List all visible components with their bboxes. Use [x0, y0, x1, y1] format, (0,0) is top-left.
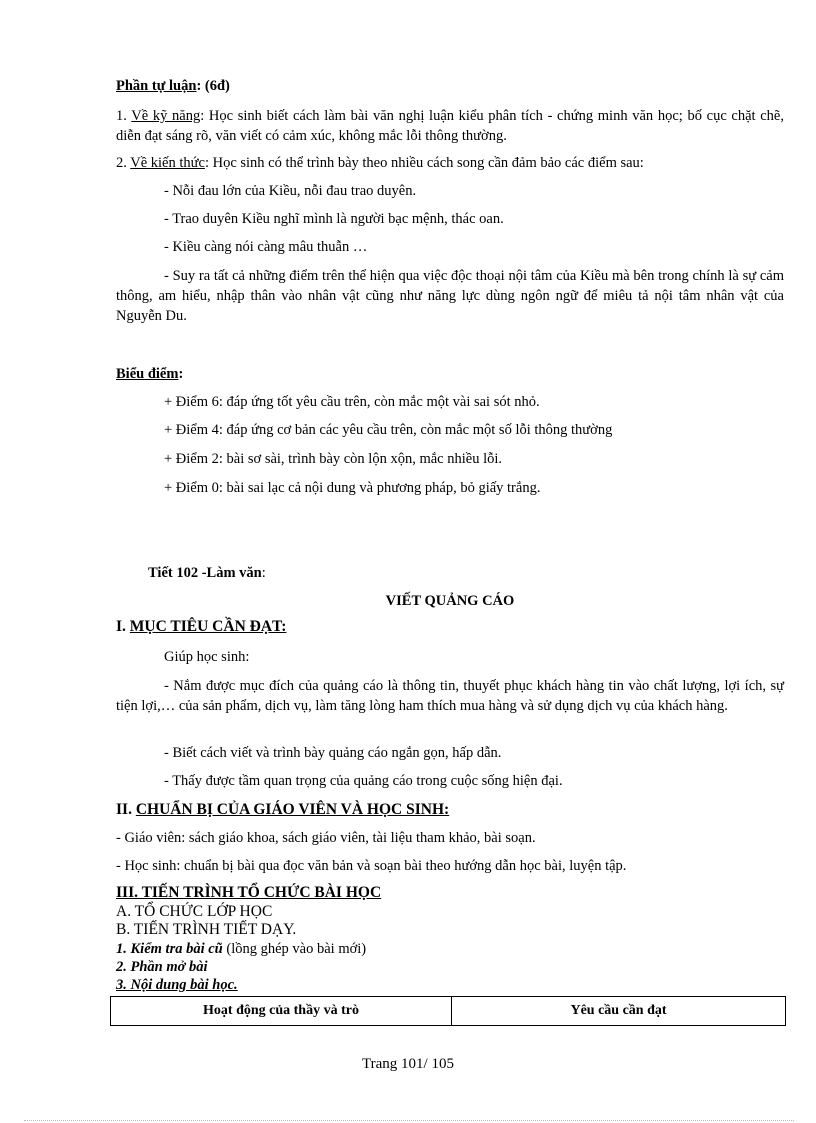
- kien-thuc-paragraph: 2. Về kiến thức: Học sinh có thể trình bày theo nhiều cách song cần đảm bảo các điểm sau:: [116, 155, 644, 171]
- section-2-heading: II. CHUẨN BỊ CỦA GIÁO VIÊN VÀ HỌC SINH:: [116, 801, 450, 818]
- section-1-item: - Nắm được mục đích của quảng cáo là thông tin, thuyết phục khách hàng tin vào chất lượng, lợi ích, sự tiện lợi,… của sản phẩm, dịch vụ, làm tăng lòng ham thích mua hàng và sử dụng dịch vụ của khách hàng.: [116, 678, 784, 714]
- section-1-heading: I. MỤC TIÊU CẦN ĐẠT:: [116, 618, 287, 635]
- section-1-intro: Giúp học sinh:: [164, 649, 250, 665]
- table-header-requirement: Yêu cầu cần đạt: [452, 997, 786, 1026]
- tu-luan-heading: [116, 76, 784, 96]
- table-header-activity: Hoạt động của thầy và trò: [111, 997, 452, 1026]
- ky-nang-text: : Học sinh biết cách làm bài văn nghị luận kiểu phân tích - chứng minh văn học; bố cục chặt chẽ, diễn đạt sáng rõ, văn viết có cảm xúc, không mắc lỗi thông thường.: [116, 108, 784, 144]
- section-1-item: - Biết cách viết và trình bày quảng cáo ngắn gọn, hấp dẫn.: [164, 745, 502, 761]
- tu-luan-score: : (6đ): [196, 78, 230, 94]
- page-bottom-divider: [24, 1120, 794, 1121]
- ky-nang-paragraph: 1. Về kỹ năng: Học sinh biết cách làm bài văn nghị luận kiểu phân tích - chứng minh văn học; bố cục chặt chẽ, diễn đạt sáng rõ, văn viết có cảm xúc, không mắc lỗi thông thường.: [116, 108, 784, 144]
- section-1-title: MỤC TIÊU CẦN ĐẠT:: [129, 618, 287, 635]
- kien-thuc-point: - Trao duyên Kiều nghĩ mình là người bạc mệnh, thác oan.: [164, 211, 504, 227]
- bieu-diem-item: + Điểm 4: đáp ứng cơ bản các yêu cầu trên, còn mắc một số lỗi thông thường: [164, 422, 613, 438]
- kien-thuc-label: Về kiến thức: [130, 155, 205, 171]
- section-2-item: - Học sinh: chuẩn bị bài qua đọc văn bản và soạn bài theo hướng dẫn học bài, luyện tập.: [116, 858, 627, 874]
- kien-thuc-point: - Nỗi đau lớn của Kiều, nỗi đau trao duyên.: [164, 183, 417, 199]
- ky-nang-label: Về kỹ năng: [131, 108, 201, 124]
- conclusion-paragraph: - Suy ra tất cả những điểm trên thể hiện qua việc độc thoại nội tâm của Kiều mà bên trong chính là sự cảm thông, am hiểu, nhập thân vào nhân vật cũng như năng lực dùng ngôn ngữ để miêu tả nội tâm nhân vật của Nguyễn Du.: [116, 268, 784, 324]
- section-1-item: - Thấy được tầm quan trọng của quảng cáo trong cuộc sống hiện đại.: [164, 773, 563, 789]
- section-3-b: B. TIẾN TRÌNH TIẾT DẠY.: [116, 921, 297, 938]
- section-3-title: III. TIẾN TRÌNH TỔ CHỨC BÀI HỌC: [116, 884, 382, 901]
- kien-thuc-point: - Kiều càng nói càng mâu thuẫn …: [164, 239, 368, 255]
- lesson-period: Tiết 102 -Làm văn:: [148, 565, 266, 581]
- section-3-step-3: 3. Nội dung bài học.: [116, 977, 238, 993]
- section-3-step-1: 1. Kiểm tra bài cũ (lồng ghép vào bài mới): [116, 941, 367, 957]
- bieu-diem-title: Biểu điểm: [116, 366, 179, 382]
- tu-luan-title: Phần tự luận: [116, 78, 197, 94]
- bieu-diem-item: + Điểm 6: đáp ứng tốt yêu cầu trên, còn mắc một vài sai sót nhỏ.: [164, 394, 540, 410]
- section-2-title: CHUẨN BỊ CỦA GIÁO VIÊN VÀ HỌC SINH:: [135, 801, 450, 818]
- section-3-a: A. TỔ CHỨC LỚP HỌC: [116, 903, 273, 920]
- bieu-diem-item: + Điểm 0: bài sai lạc cả nội dung và phương pháp, bỏ giấy trắng.: [164, 480, 541, 496]
- bieu-diem-heading: Biểu điểm:: [116, 366, 184, 382]
- section-3-step-2: 2. Phần mở bài: [116, 959, 208, 975]
- kien-thuc-text: : Học sinh có thể trình bày theo nhiều cách song cần đảm bảo các điểm sau:: [204, 155, 644, 171]
- section-2-item: - Giáo viên: sách giáo khoa, sách giáo viên, tài liệu tham khảo, bài soạn.: [116, 830, 536, 846]
- lesson-title: VIẾT QUẢNG CÁO: [385, 593, 515, 609]
- activity-table: [110, 996, 786, 1026]
- page-number: Trang 101/ 105: [362, 1056, 454, 1072]
- table-header-row: [111, 997, 786, 1026]
- bieu-diem-item: + Điểm 2: bài sơ sài, trình bày còn lộn xộn, mắc nhiều lỗi.: [164, 451, 503, 467]
